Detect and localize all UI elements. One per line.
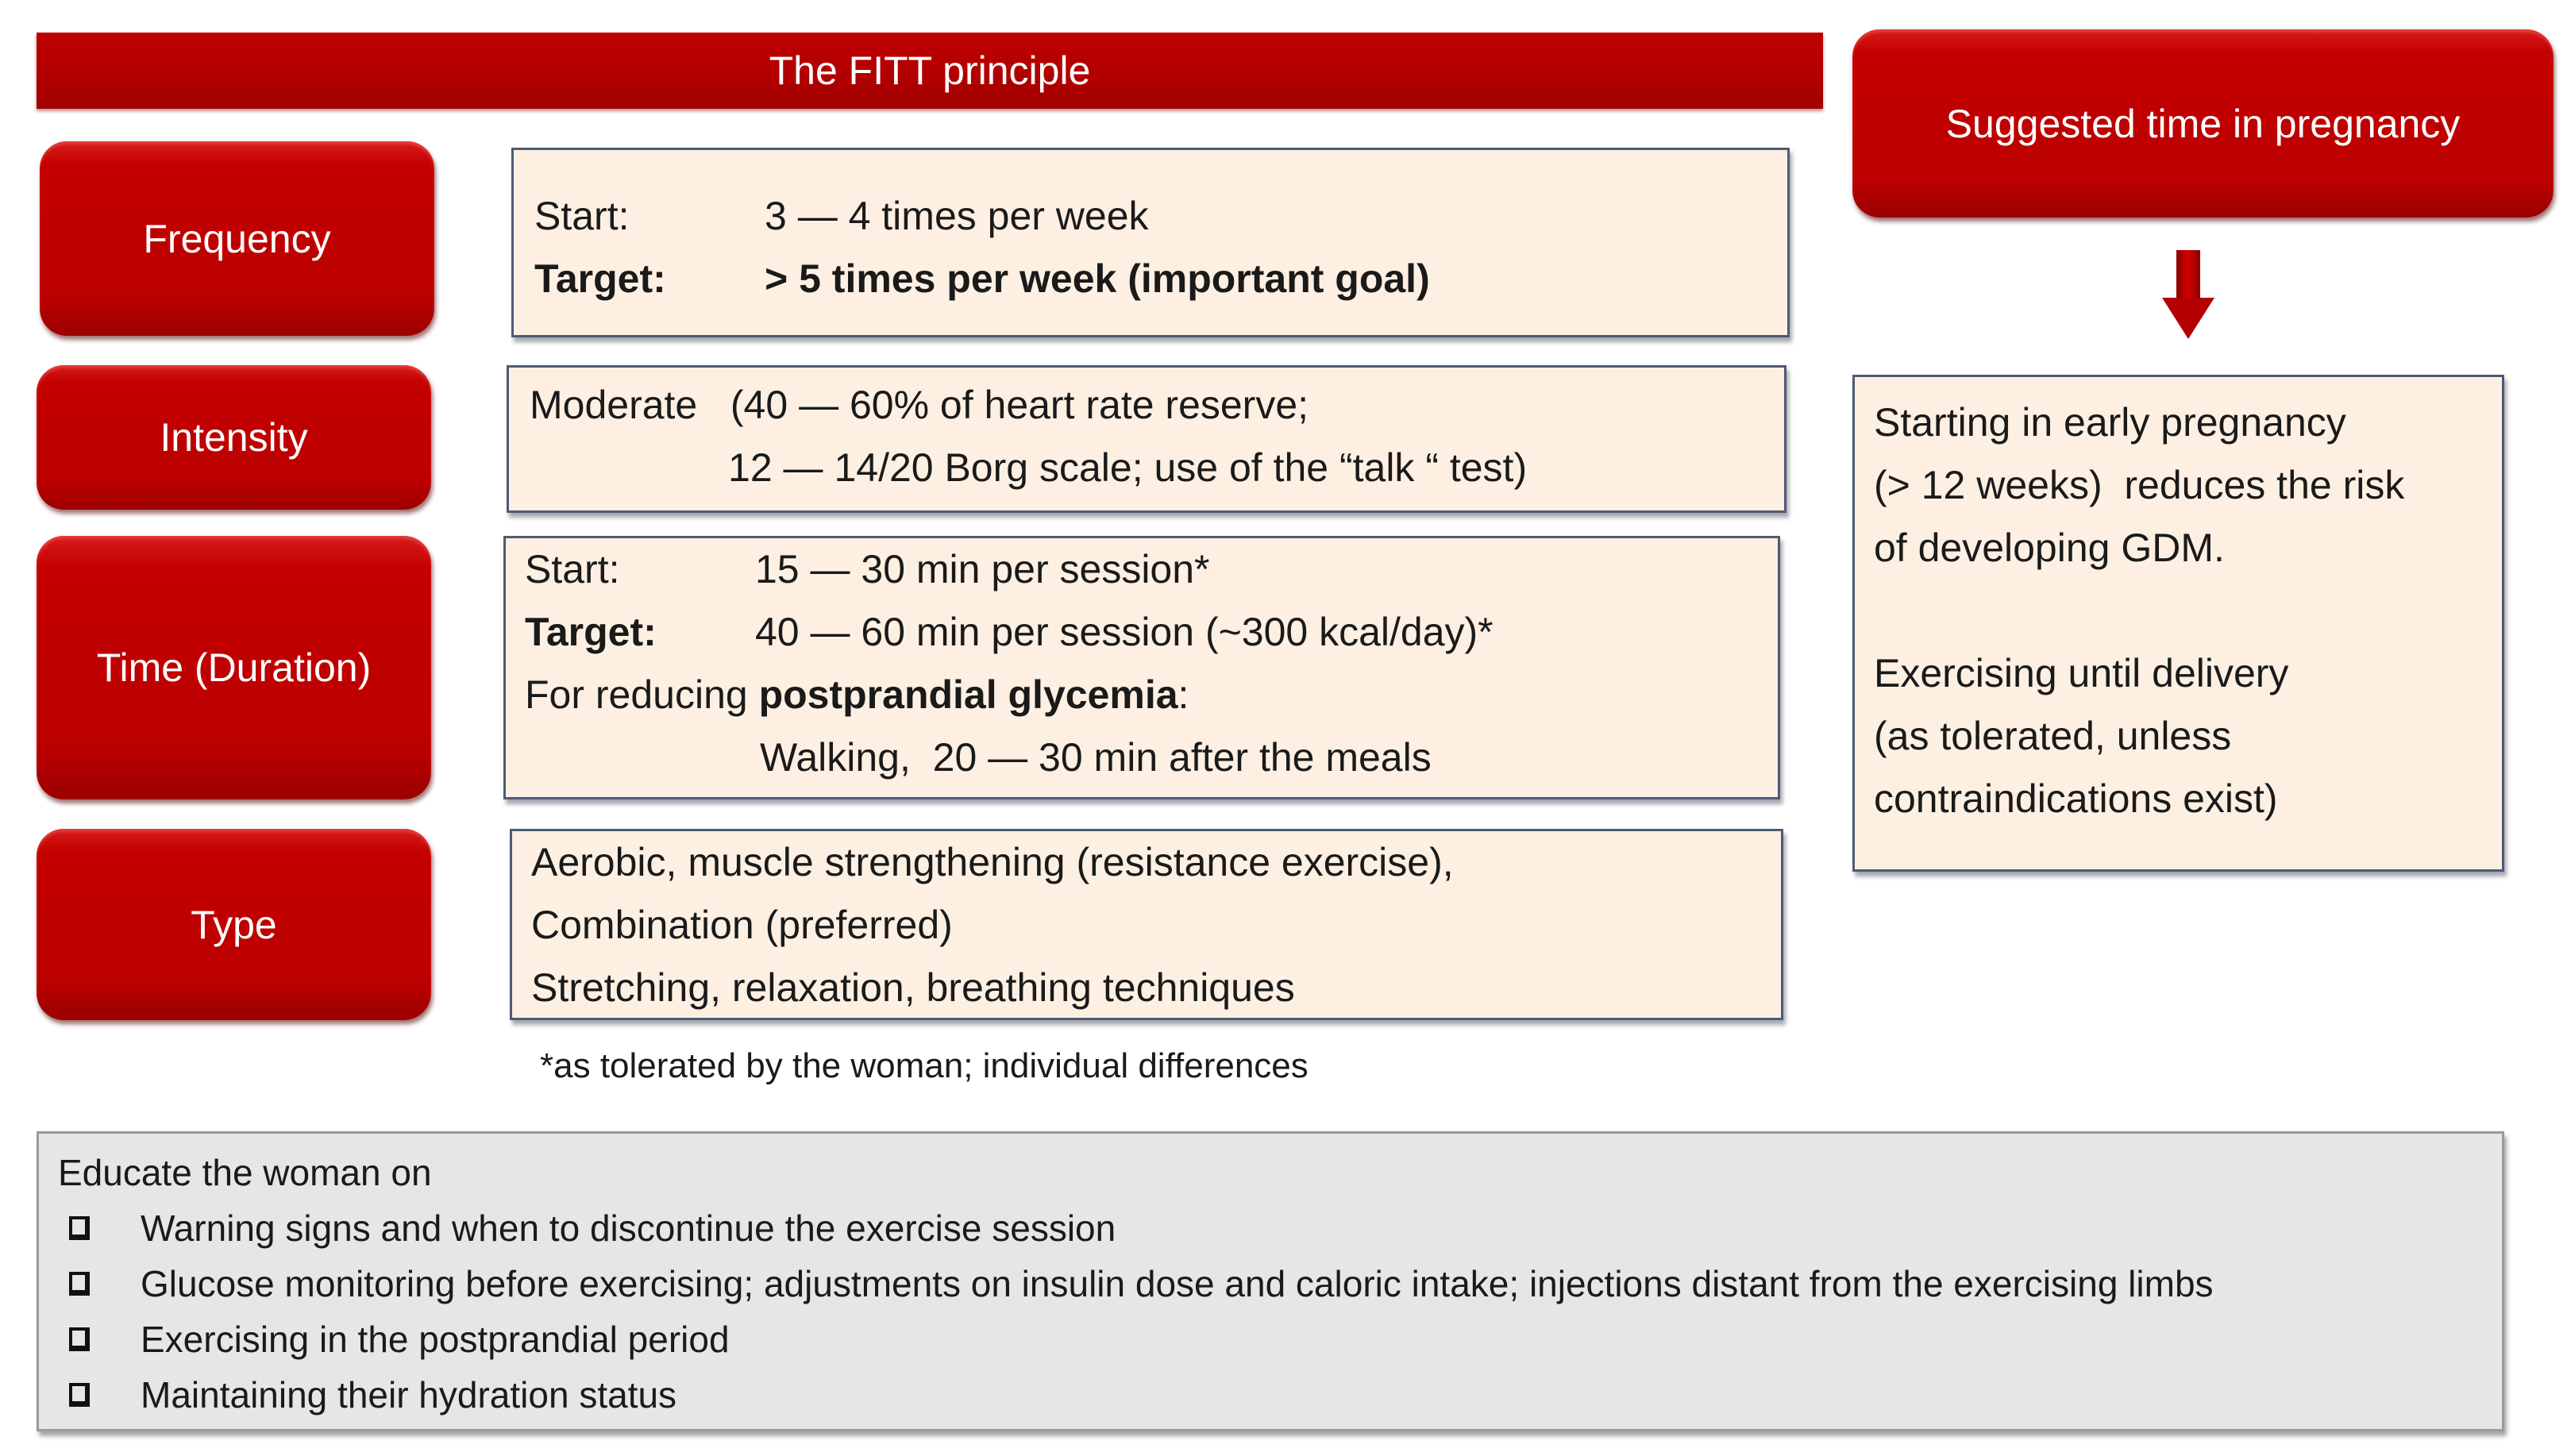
checkbox-icon[interactable] (69, 1272, 90, 1296)
down-arrow-head-icon (2162, 298, 2214, 339)
frequency-content-box (511, 148, 1790, 337)
footnote: *as tolerated by the woman; individual differences (540, 1046, 1309, 1085)
postprandial-row (525, 664, 1778, 726)
down-arrow-icon (2176, 250, 2200, 299)
timing-p2-line2: (as tolerated, unless (1874, 714, 2232, 758)
target-key: Target: (534, 256, 666, 301)
education-heading: Educate the woman on (58, 1152, 432, 1193)
timing-p2-line1: Exercising until delivery (1874, 651, 2289, 695)
target-value: > 5 times per week (important goal) (765, 256, 1430, 301)
intensity-line-2: 12 — 14/20 Borg scale; use of the “talk “ test) (530, 445, 1528, 490)
time-label-box (37, 536, 431, 799)
intensity-label-box (37, 365, 431, 510)
fitt-title: The FITT principle (769, 48, 1091, 93)
paragraph-spacer (1874, 580, 2502, 642)
target-value: 40 — 60 min per session (~300 kcal/day)* (755, 610, 1494, 654)
intensity-content-box (507, 365, 1786, 513)
start-value: 3 — 4 times per week (765, 194, 1149, 238)
postprandial-prefix: For reducing (525, 672, 759, 717)
education-item-text: Glucose monitoring before exercising; adjustments on insulin dose and caloric intake; injections distant from the exercising limbs (141, 1263, 2214, 1304)
postprandial-bold: postprandial glycemia (758, 672, 1178, 717)
start-key: Start: (534, 194, 630, 238)
checkbox-icon[interactable] (69, 1216, 90, 1240)
start-key: Start: (525, 547, 620, 591)
checkbox-icon[interactable] (69, 1327, 90, 1351)
checkbox-icon[interactable] (69, 1383, 90, 1407)
type-label: Type (191, 902, 277, 947)
start-value: 15 — 30 min per session* (755, 547, 1210, 591)
education-item (58, 1312, 2483, 1367)
target-key: Target: (525, 610, 657, 654)
time-target-row (525, 601, 1778, 664)
education-item (58, 1200, 2483, 1256)
education-item-text: Exercising in the postprandial period (141, 1319, 730, 1360)
education-item-text: Maintaining their hydration status (141, 1374, 677, 1416)
timing-p1-line2: (> 12 weeks) reduces the risk (1874, 463, 2405, 507)
postprandial-suffix: : (1178, 672, 1189, 717)
intensity-label: Intensity (160, 415, 308, 460)
frequency-label: Frequency (143, 216, 331, 261)
education-item-text: Warning signs and when to discontinue the exercise session (141, 1208, 1116, 1249)
type-line-1: Aerobic, muscle strengthening (resistance exercise), (531, 840, 1454, 884)
intensity-line-1: Moderate (40 — 60% of heart rate reserve; (530, 383, 1309, 427)
education-item (58, 1256, 2483, 1312)
walking-row: Walking, 20 — 30 min after the meals (760, 735, 1432, 780)
timing-p1-line3: of developing GDM. (1874, 526, 2225, 570)
type-label-box (37, 829, 431, 1020)
fitt-title-bar (37, 33, 1823, 109)
time-start-row (525, 538, 1778, 601)
time-content-box (503, 536, 1780, 799)
frequency-target-row (534, 248, 1787, 310)
type-line-2: Combination (preferred) (531, 903, 953, 947)
suggested-time-header-box (1852, 29, 2554, 218)
education-item (58, 1367, 2483, 1423)
time-label: Time (Duration) (96, 645, 372, 690)
type-line-3: Stretching, relaxation, breathing techniques (531, 965, 1295, 1010)
timing-p1-line1: Starting in early pregnancy (1874, 400, 2346, 445)
frequency-label-box (40, 141, 434, 336)
frequency-start-row (534, 185, 1787, 248)
type-content-box (510, 829, 1783, 1020)
timing-p2-line3: contraindications exist) (1874, 776, 2278, 821)
suggested-time-content-box (1852, 375, 2504, 872)
education-box (37, 1131, 2504, 1431)
suggested-time-header: Suggested time in pregnancy (1945, 101, 2461, 146)
